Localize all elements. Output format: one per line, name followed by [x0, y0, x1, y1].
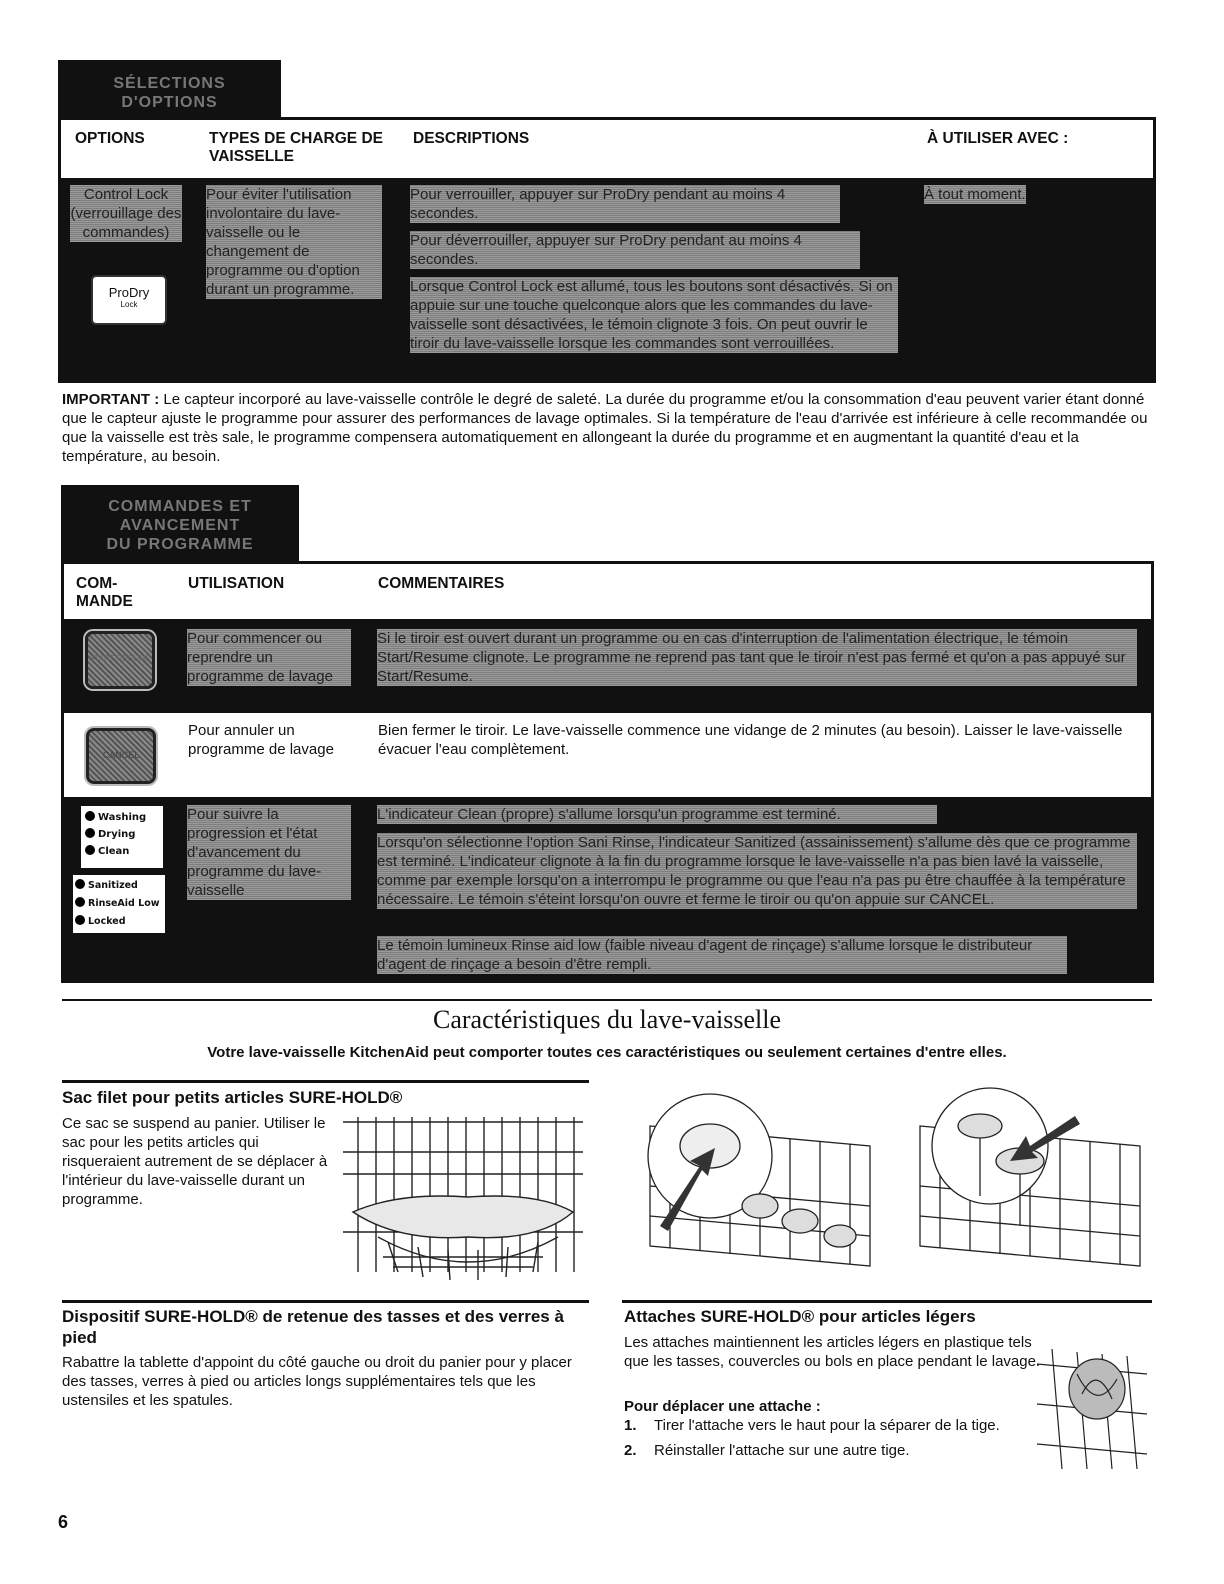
options-header-row: [61, 120, 1153, 178]
prodry-label: ProDry: [108, 285, 150, 300]
stemware-shelf-illustration: [910, 1086, 1150, 1276]
indicator-clean: [85, 842, 159, 861]
tab-line: D'OPTIONS: [121, 94, 218, 111]
important-text: Le capteur incorporé au lave-vaisselle contrôle le degré de saleté. La durée du programme et/ou la consommation d'eau peuvent varier étant donné que le capteur ajuste le programme pour assurer des performances de lavage optimales. Si la température de l'eau d'arrivée est inférieure à celle recommandée ou que la vaisselle est très sale, le programme compensera automatiquement en allongeant la durée du programme et en augmentant la quantité d'eau et la température, au besoin.: [62, 391, 1148, 465]
cancel-usage: Pour annuler un programme de lavage: [188, 722, 334, 758]
cancel-comment: Bien fermer le tiroir. Le lave-vaisselle commence une vidange de 2 minutes (au besoin). Laisser le lave-vaisselle évacuer l'eau complètement.: [378, 722, 1123, 758]
option-use-with: À tout moment.: [924, 186, 1026, 203]
features-title-box: [62, 1005, 1152, 1035]
indicator-dot-icon: [85, 811, 95, 821]
tab-line: DU PROGRAMME: [106, 536, 254, 553]
indicator-dot-icon: [85, 828, 95, 838]
clips-step: [624, 1416, 1044, 1435]
indicator-dot-icon: [85, 845, 95, 855]
cancel-label: CANCEL: [102, 750, 140, 760]
clips-text: Les attaches maintiennent les articles légers en plastique tels que les tasses, couvercles ou bols en place pendant le lavage.: [624, 1334, 1041, 1370]
cup-shelf-illustration: [640, 1086, 880, 1276]
clips-move-title: Pour déplacer une attache :: [624, 1398, 821, 1415]
option-desc-detail: Lorsque Control Lock est allumé, tous les boutons sont désactivés. Si on appuie sur une touche quelconque alors que les commandes du lave-vaisselle sont désactivées, le témoin clignote 3 fois. On peut ouvrir le tiroir du lave-vaisselle lorsque les commandes sont verrouillées.: [410, 277, 898, 353]
indicators-comment-sanitized: Lorsqu'on sélectionne l'option Sani Rinse, l'indicateur Sanitized (assainissement) s'allume dès que ce programme est terminé. L'indicateur clignote à la fin du programme lorsque le lave-vaisselle n'a pas bien lavé la vaisselle, comme par exemple lorsqu'on a interrompu le programme ou que l'eau n'a pas pu être chauffée à la température nécessaire. Le témoin s'éteint lorsqu'on ouvre et ferme le tiroir ou qu'on appuie sur CANCEL.: [377, 833, 1137, 909]
option-name: Control Lock (verrouillage des commandes): [70, 186, 182, 241]
features-title: Caractéristiques du lave-vaisselle: [433, 1005, 781, 1034]
cup-text: Rabattre la tablette d'appoint du côté gauche ou droit du panier pour y placer des tasses, verres à pied ou articles longs supplémentaires tels que les ustensiles et les spatules.: [62, 1354, 572, 1409]
cup-title: Dispositif SURE-HOLD® de retenue des tasses et des verres à pied: [62, 1307, 564, 1347]
indicator-rinseaid-low: [75, 895, 163, 913]
indicator-sanitized: [75, 877, 163, 895]
step-number: 2.: [624, 1442, 637, 1459]
mesh-bag-illustration: [338, 1112, 588, 1282]
indicator-locked: [75, 913, 163, 931]
clips-step: [624, 1441, 1044, 1460]
cancel-button[interactable]: [86, 728, 156, 784]
tab-line: SÉLECTIONS: [113, 75, 226, 92]
page-number: 6: [58, 1512, 69, 1532]
indicator-label: Clean: [98, 846, 130, 857]
start-resume-usage: Pour commencer ou reprendre un programme de lavage: [187, 629, 351, 686]
header-options: OPTIONS: [75, 130, 145, 147]
header-command: COM- MANDE: [76, 575, 133, 610]
tab-line: COMMANDES ET: [108, 498, 252, 515]
indicator-dot-icon: [75, 897, 85, 907]
header-comments: COMMENTAIRES: [378, 575, 505, 592]
status-indicators-a: [81, 806, 163, 868]
indicators-comment-clean: L'indicateur Clean (propre) s'allume lorsqu'un programme est terminé.: [377, 805, 937, 824]
header-descriptions: DESCRIPTIONS: [413, 130, 530, 147]
bag-text: Ce sac se suspend au panier. Utiliser le sac pour les petits articles qui risqueraient autrement de se déplacer à l'intérieur du lave-vaisselle durant un programme.: [62, 1115, 328, 1208]
indicators-usage: Pour suivre la progression et l'état d'avancement du programme du lave-vaisselle: [187, 805, 351, 900]
header-load-types: TYPES DE CHARGE DE VAISSELLE: [209, 130, 383, 165]
indicator-dot-icon: [75, 915, 85, 925]
header-usage: UTILISATION: [188, 575, 285, 592]
cup-rule: [62, 1300, 589, 1303]
option-desc-lock: Pour verrouiller, appuyer sur ProDry pendant au moins 4 secondes.: [410, 185, 840, 223]
option-desc-unlock: Pour déverrouiller, appuyer sur ProDry pendant au moins 4 secondes.: [410, 231, 860, 269]
bag-rule: [62, 1080, 589, 1083]
features-intro: Votre lave-vaisselle KitchenAid peut comporter toutes ces caractéristiques ou seulement certaines d'entre elles.: [207, 1044, 1007, 1061]
features-top-rule: [62, 999, 1152, 1001]
prodry-lock-button[interactable]: [91, 275, 167, 325]
indicator-dot-icon: [75, 879, 85, 889]
cancel-row: [64, 713, 1151, 797]
bag-title: Sac filet pour petits articles SURE-HOLD®: [62, 1088, 403, 1107]
step-text: Tirer l'attache vers le haut pour la séparer de la tige.: [654, 1417, 1000, 1434]
lock-label: Lock: [120, 300, 138, 309]
indicator-label: Drying: [98, 829, 136, 840]
controls-table: [61, 561, 1154, 983]
header-use-with: À UTILISER AVEC :: [927, 130, 1069, 147]
important-note: [62, 390, 1157, 466]
clips-steps: [624, 1416, 1044, 1460]
start-resume-comment: Si le tiroir est ouvert durant un programme ou en cas d'interruption de l'alimentation électrique, le témoin Start/Resume clignote. Le programme ne reprend pas tant que le tiroir n'est pas fermé et qu'on a pas appuyé sur Start/Resume.: [377, 629, 1137, 686]
controls-section-tab: [61, 485, 299, 562]
step-number: 1.: [624, 1417, 637, 1434]
controls-header-row: [64, 564, 1151, 619]
option-load-type: Pour éviter l'utilisation involontaire du lave-vaisselle ou le changement de programme ou d'option durant un programme.: [206, 185, 382, 299]
clip-illustration: [1032, 1344, 1152, 1474]
important-label: IMPORTANT :: [62, 391, 160, 408]
step-text: Réinstaller l'attache sur une autre tige.: [654, 1442, 910, 1459]
start-resume-label: START/RESUME: [89, 654, 151, 663]
indicator-label: RinseAid Low: [88, 898, 160, 909]
start-resume-button[interactable]: [85, 631, 155, 689]
indicators-comment-rinseaid: Le témoin lumineux Rinse aid low (faible niveau d'agent de rinçage) s'allume lorsque le distributeur d'agent de rinçage a besoin d'être rempli.: [377, 936, 1067, 974]
indicator-label: Sanitized: [88, 880, 138, 891]
clips-rule: [622, 1300, 1152, 1303]
tab-line: AVANCEMENT: [119, 517, 241, 534]
options-table: [58, 117, 1156, 383]
indicator-label: Washing: [98, 812, 147, 823]
clips-title: Attaches SURE-HOLD® pour articles légers: [624, 1307, 976, 1326]
options-section-tab: [58, 60, 281, 118]
indicator-label: Locked: [88, 916, 126, 927]
status-indicators-b: [73, 875, 165, 933]
